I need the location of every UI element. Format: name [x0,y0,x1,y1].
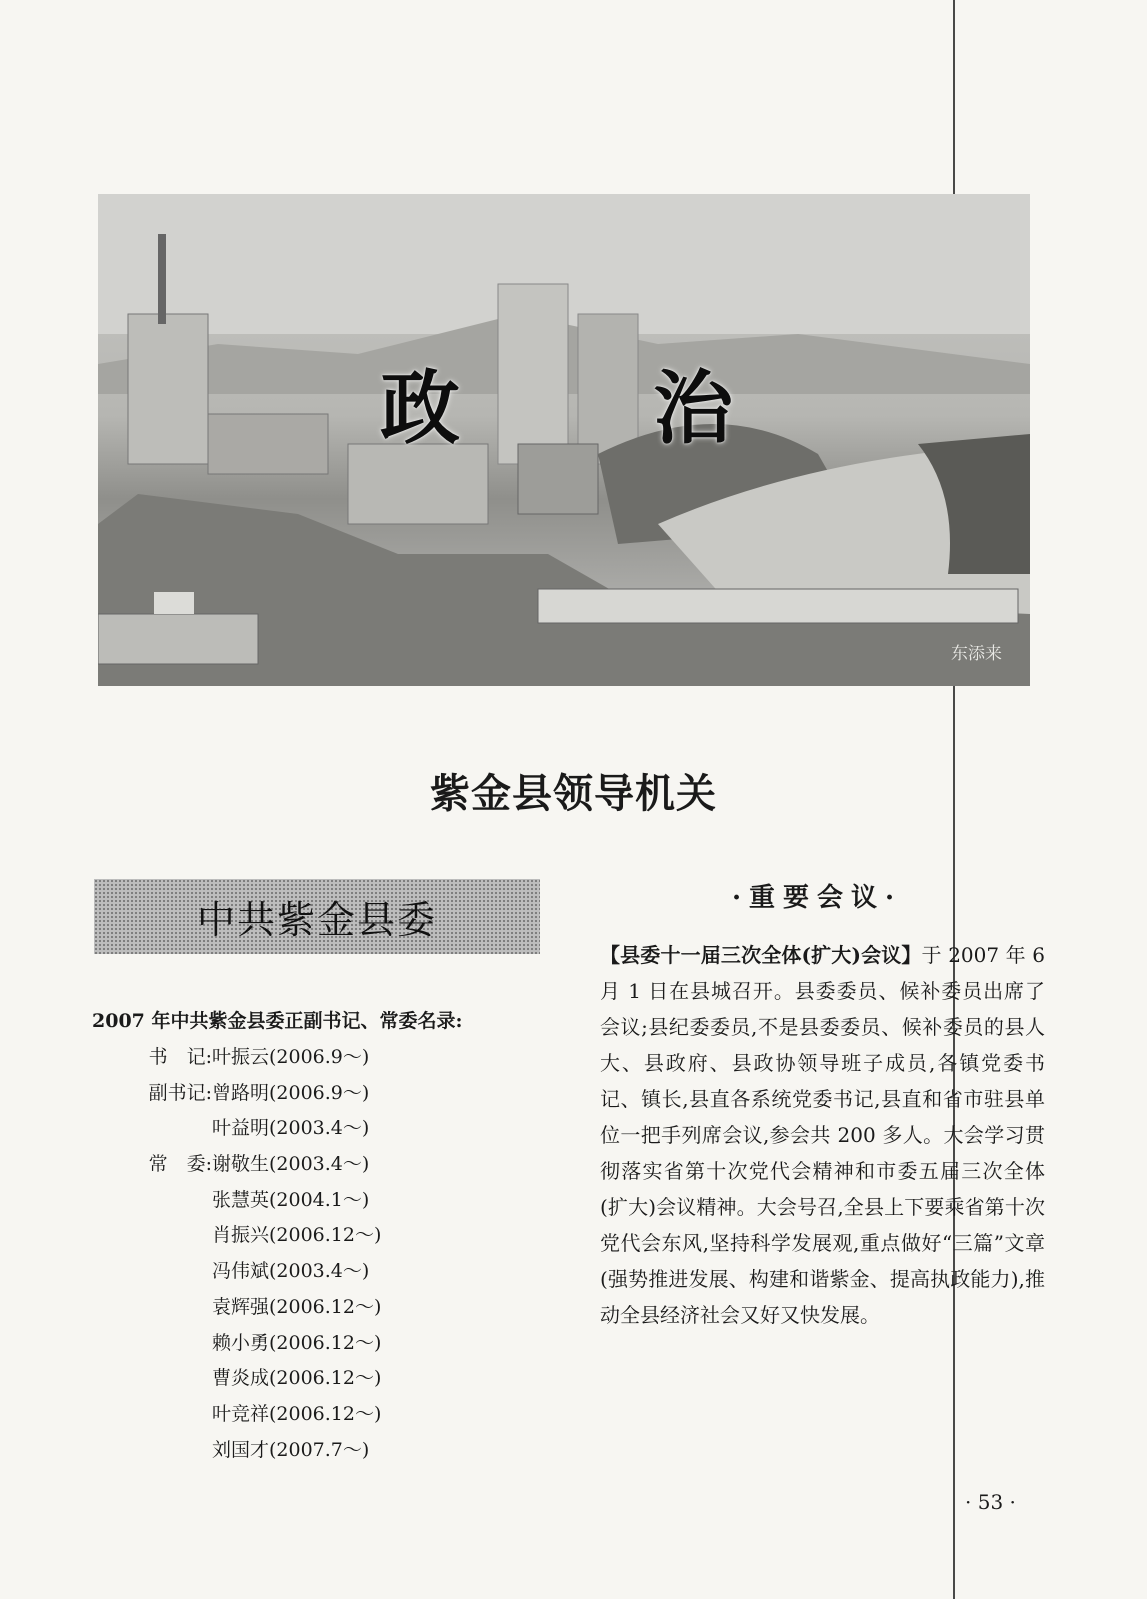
list-item [92,1076,512,1112]
meeting-title: 【县委十一届三次全体(扩大)会议】 [600,943,922,967]
list-item [92,1397,512,1433]
cityscape-illustration [98,194,1030,686]
roster-name: 刘国才(2007.7～) [212,1438,370,1461]
roster-role [92,1326,212,1362]
roster-list [92,1040,512,1468]
list-item [92,1326,512,1362]
banner-title-right: 治 [653,362,737,455]
roster-role [92,1361,212,1397]
roster-name: 叶益明(2003.4～) [212,1117,370,1140]
list-item [92,1183,512,1219]
roster-name: 曾路明(2006.9～) [212,1081,370,1104]
roster-role [92,1254,212,1290]
roster-name: 谢敬生(2003.4～) [212,1153,370,1176]
roster-name: 赖小勇(2006.12～) [212,1331,382,1354]
roster-name: 肖振兴(2006.12～) [212,1224,382,1247]
roster-role [92,1433,212,1469]
page-title: 紫金县领导机关 [430,770,717,817]
photo-credit: 东添来 [951,644,1002,664]
meeting-article [600,937,1045,1333]
roster-name: 袁辉强(2006.12～) [212,1295,382,1318]
section-label-box [94,879,540,954]
page-number: · 53 · [965,1490,1016,1514]
roster-role [92,1218,212,1254]
roster-name: 冯伟斌(2003.4～) [212,1260,370,1283]
banner-photo [98,194,1030,686]
banner-title-left: 政 [380,362,464,455]
roster-role [92,1183,212,1219]
list-item [92,1361,512,1397]
list-item [92,1218,512,1254]
meeting-body: 于 2007 年 6 月 1 日在县城召开。县委委员、候补委员出席了会议;县纪委委员,不是县委委员、候补委员的县人大、县政府、县政协领导班子成员,各镇党委书记、镇长,县直各系统党委书记,县直和省市驻县单位一把手列席会议,参会共 200 多人。大会学习贯彻落实省第十次党代会精神和市委五届三次全体(扩大)会议精神。大会号召,全县上下要乘省第十次党代会东风,坚持科学发展观,重点做好“三篇”文章(强势推进发展、构建和谐紫金、提高执政能力),推动全县经济社会又好又快发展。 [600,943,1045,1327]
roster-heading: 2007 年中共紫金县委正副书记、常委名录: [92,1010,463,1032]
list-item [92,1254,512,1290]
roster-name: 曹炎成(2006.12～) [212,1367,382,1390]
list-item [92,1290,512,1326]
list-item [92,1433,512,1469]
roster-role: 书 记: [148,1046,212,1068]
roster-name: 叶竞祥(2006.12～) [212,1402,382,1425]
list-item [92,1111,512,1147]
meetings-heading: ·重要会议· [732,883,903,913]
roster-name: 叶振云(2006.9～) [212,1046,370,1068]
roster-role [92,1111,212,1147]
roster-name: 张慧英(2004.1～) [212,1188,370,1211]
list-item [92,1040,512,1076]
roster-role: 副书记: [148,1081,212,1104]
roster-role [92,1397,212,1433]
list-item [92,1147,512,1183]
roster-role: 常 委: [148,1153,212,1176]
roster-role [92,1290,212,1326]
section-label: 中共紫金县委 [196,898,437,942]
